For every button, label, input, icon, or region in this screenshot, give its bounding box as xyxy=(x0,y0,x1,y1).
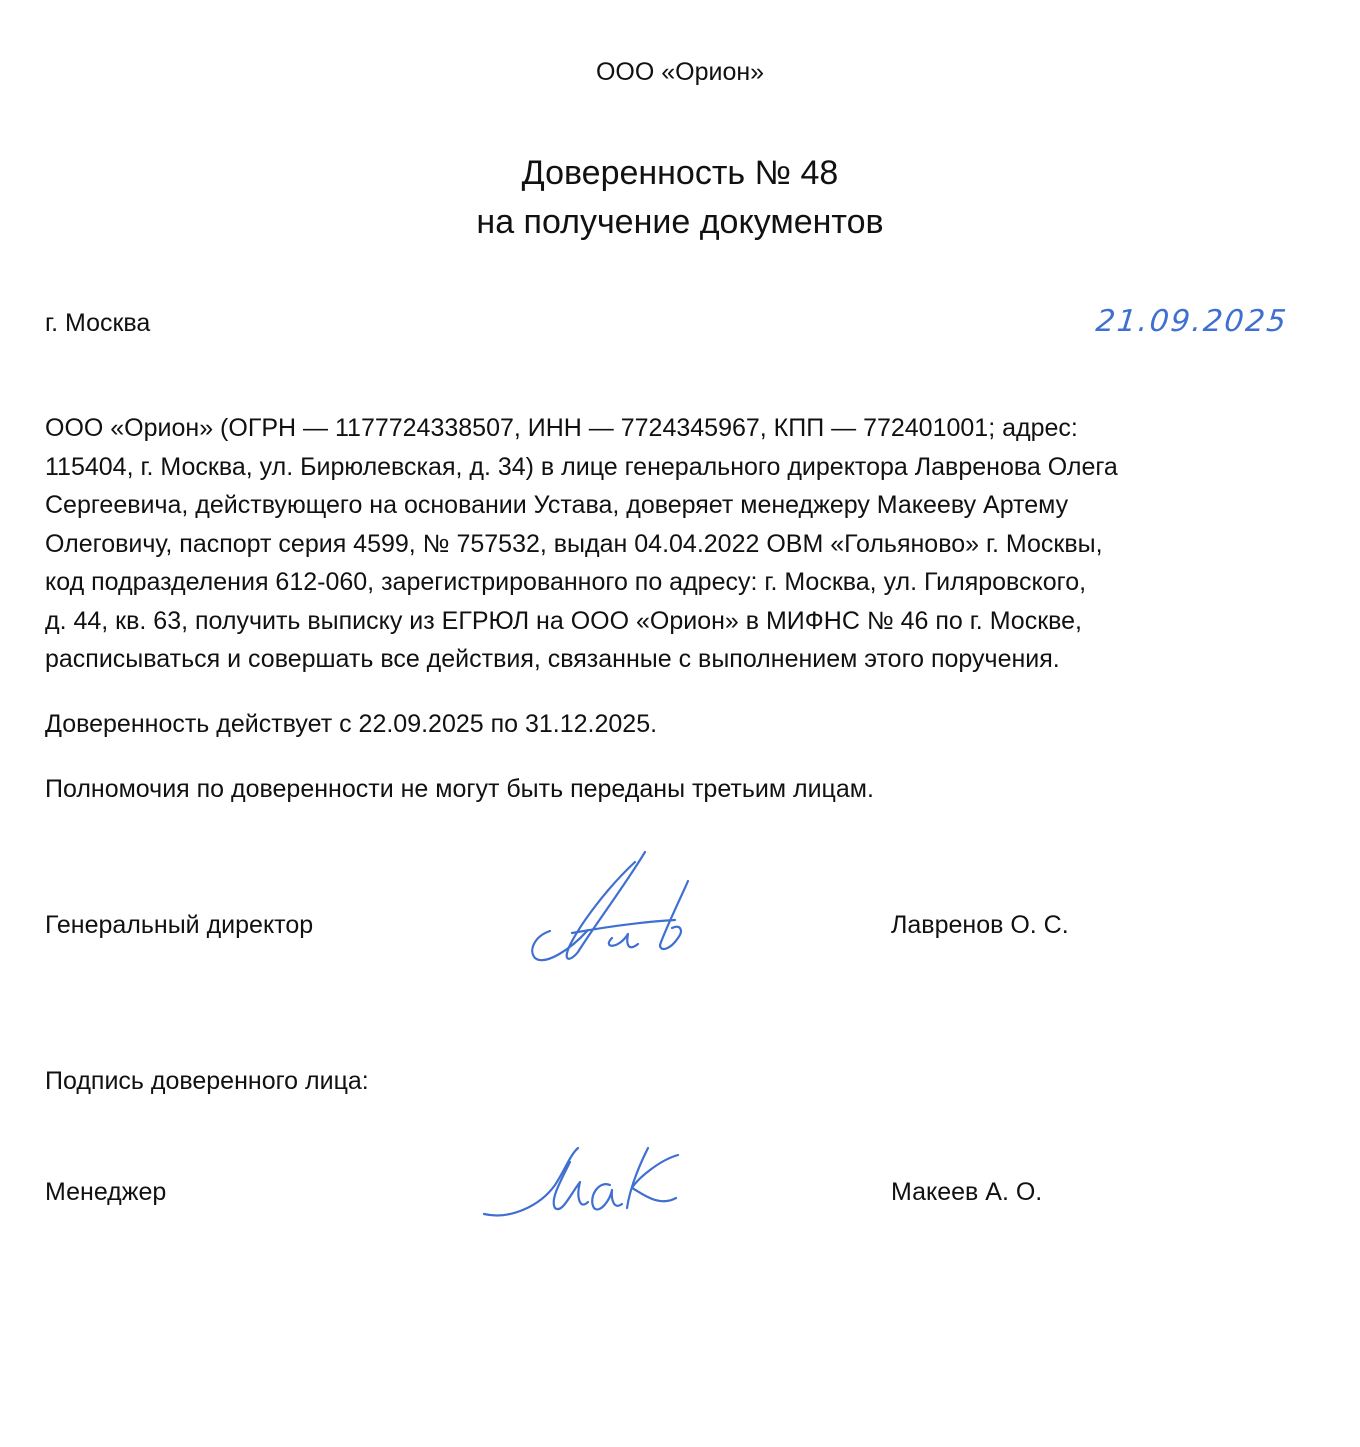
paragraph-line: расписываться и совершать все действия, связанные с выполнением этого поручения. xyxy=(45,645,1060,673)
director-signature xyxy=(500,840,720,980)
trustee-name: Макеев А. О. xyxy=(891,1178,1043,1206)
paragraph-line: Сергеевича, действующего на основании Устава, доверяет менеджеру Макееву Артему xyxy=(45,491,1069,519)
restriction-clause: Полномочия по доверенности не могут быть переданы третьим лицам. xyxy=(45,775,874,803)
paragraph-line: Олеговичу, паспорт серия 4599, № 757532, выдан 04.04.2022 ОВМ «Гольяново» г. Москвы, xyxy=(45,530,1103,558)
director-name: Лавренов О. С. xyxy=(891,911,1069,939)
company-header: ООО «Орион» xyxy=(595,58,765,86)
paragraph-line: 115404, г. Москва, ул. Бирюлевская, д. 34) в лице генерального директора Лавренова Олега xyxy=(45,453,1118,481)
director-role: Генеральный директор xyxy=(45,911,314,939)
document-subtitle: на получение документов xyxy=(476,203,884,241)
document-title: Доверенность № 48 xyxy=(521,154,839,192)
handwritten-date: 21.09.2025 xyxy=(1094,304,1290,339)
validity-period: Доверенность действует с 22.09.2025 по 31.12.2025. xyxy=(45,710,658,738)
place-of-issue: г. Москва xyxy=(45,309,151,337)
paragraph-line: код подразделения 612-060, зарегистрированного по адресу: г. Москва, ул. Гиляровского, xyxy=(45,568,1087,596)
trustee-role: Менеджер xyxy=(45,1178,167,1206)
paragraph-line: ООО «Орион» (ОГРН — 1177724338507, ИНН — 7724345967, КПП — 772401001; адрес: xyxy=(45,414,1078,442)
paragraph-line: д. 44, кв. 63, получить выписку из ЕГРЮЛ на ООО «Орион» в МИФНС № 46 по г. Москве, xyxy=(45,607,1082,635)
trustee-signature-caption: Подпись доверенного лица: xyxy=(45,1067,369,1095)
trustee-signature xyxy=(470,1140,710,1240)
